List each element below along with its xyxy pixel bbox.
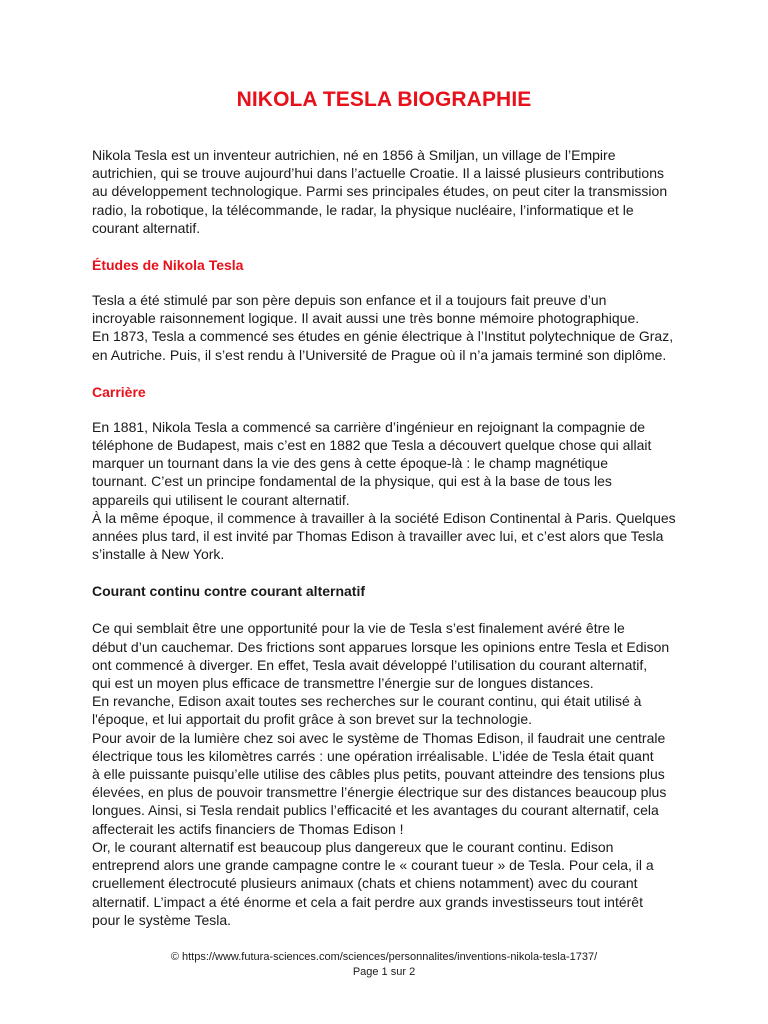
- page-footer: [0, 950, 768, 980]
- text-line: autrichien, qui se trouve aujourd’hui dans l’actuelle Croatie. Il a laissé plusieurs contributions: [92, 165, 664, 182]
- text-line: radio, la robotique, la télécommande, le radar, la physique nucléaire, l’informatique et le: [92, 201, 634, 218]
- etudes-paragraph: [92, 291, 676, 364]
- text-line: à elle puissante puisqu’elle utilise des câbles plus petits, pouvant atteindre des tensions plus: [92, 766, 665, 783]
- text-line: Ce qui semblait être une opportunité pour la vie de Tesla s’est finalement avéré être le: [92, 620, 625, 637]
- text-line: au développement technologique. Parmi ses principales études, on peut citer la transmission: [92, 183, 668, 200]
- text-line: Pour avoir de la lumière chez soi avec le système de Thomas Edison, il faudrait une centrale: [92, 729, 666, 746]
- text-line: Tesla a été stimulé par son père depuis son enfance et il a toujours fait preuve d’un: [92, 292, 607, 309]
- carriere-paragraph: [92, 418, 676, 564]
- text-line: courant alternatif.: [92, 219, 201, 236]
- text-line: À la même époque, il commence à travailler à la société Edison Continental à Paris. Quelques: [92, 509, 676, 526]
- text-line: en Autriche. Puis, il s’est rendu à l’Université de Prague où il n’a jamais terminé son diplôme.: [92, 346, 667, 363]
- text-line: En 1873, Tesla a commencé ses études en génie électrique à l’Institut polytechnique de Graz,: [92, 328, 674, 345]
- text-line: appareils qui utilisent le courant alternatif.: [92, 491, 350, 508]
- text-line: En revanche, Edison axait toutes ses recherches sur le courant continu, qui était utilisé à: [92, 693, 642, 710]
- text-line: affecterait les actifs financiers de Thomas Edison !: [92, 820, 404, 837]
- text-line: début d’un cauchemar. Des frictions sont apparues lorsque les opinions entre Tesla et Edison: [92, 638, 670, 655]
- section-heading-carriere: Carrière: [92, 383, 146, 400]
- text-line: incroyable raisonnement logique. Il avait aussi une très bonne mémoire photographique.: [92, 310, 640, 327]
- text-line: années plus tard, il est invité par Thomas Edison à travailler avec lui, et c’est alors que Tesla: [92, 528, 664, 545]
- section-heading-etudes: Études de Nikola Tesla: [92, 257, 244, 274]
- text-line: Or, le courant alternatif est beaucoup plus dangereux que le courant continu. Edison: [92, 838, 614, 855]
- text-line: entreprend alors une grande campagne contre le « courant tueur » de Tesla. Pour cela, il a: [92, 857, 654, 874]
- text-line: tournant. C’est un principe fondamental de la physique, qui est à la base de tous les: [92, 473, 612, 490]
- text-line: ont commencé à diverger. En effet, Tesla avait développé l’utilisation du courant alternatif,: [92, 656, 648, 673]
- text-line: En 1881, Nikola Tesla a commencé sa carrière d’ingénieur en rejoignant la compagnie de: [92, 418, 646, 435]
- text-line: Nikola Tesla est un inventeur autrichien, né en 1856 à Smiljan, un village de l’Empire: [92, 147, 616, 163]
- text-line: alternatif. L’impact a été énorme et cela a fait perdre aux grands investisseurs tout intérêt: [92, 893, 643, 910]
- text-line: pour le système Tesla.: [92, 911, 232, 928]
- page-number: Page 1 sur 2: [352, 966, 416, 978]
- text-line: téléphone de Budapest, mais c’est en 1882 que Tesla a découvert quelque chose qui allait: [92, 437, 652, 454]
- source-link[interactable]: © https://www.futura-sciences.com/sciences/personnalites/inventions-nikola-tesla-1737/: [170, 951, 598, 963]
- text-line: électrique tous les kilomètres carrés : une opération irréalisable. L’idée de Tesla était quant: [92, 747, 654, 764]
- text-line: l'époque, et lui apportait du profit grâce à son brevet sur la technologie.: [92, 711, 533, 728]
- intro-paragraph: [92, 146, 676, 237]
- courant-paragraph: [92, 619, 676, 928]
- text-line: cruellement électrocuté plusieurs animaux (chats et chiens notamment) avec du courant: [92, 875, 638, 892]
- text-line: qui est un moyen plus efficace de transmettre l’énergie sur de longues distances.: [92, 675, 594, 692]
- text-line: longues. Ainsi, si Tesla rendait publics l’efficacité et les avantages du courant alternatif, cela: [92, 802, 659, 819]
- page-title: NIKOLA TESLA BIOGRAPHIE: [236, 88, 532, 111]
- text-line: élevées, en plus de pouvoir transmettre l’énergie électrique sur des distances beaucoup plus: [92, 784, 667, 801]
- section-heading-courant: Courant continu contre courant alternatif: [92, 583, 366, 600]
- text-line: marquer un tournant dans la vie des gens à cette époque-là : le champ magnétique: [92, 455, 608, 472]
- text-line: s’installe à New York.: [92, 546, 225, 563]
